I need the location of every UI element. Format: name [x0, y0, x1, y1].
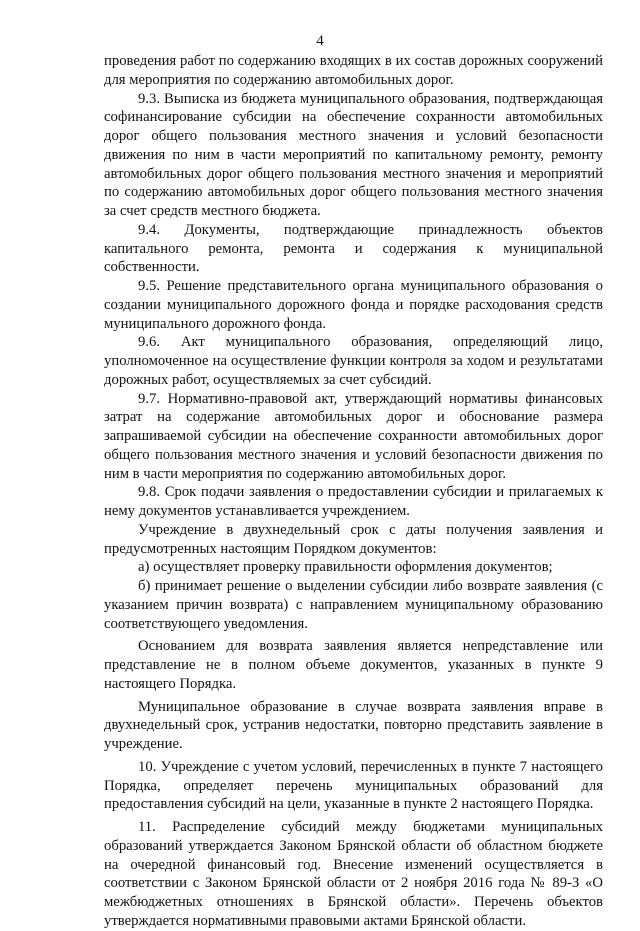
paragraph-return-grounds: Основанием для возврата заявления является непредставление или представление не в полном объеме документов, указанных в пункте 9 настоящего Порядка.: [104, 638, 603, 692]
page-number: 4: [316, 33, 324, 49]
paragraph-9-7: 9.7. Нормативно-правовой акт, утверждающий нормативы финансовых затрат на содержание автомобильных дорог и обоснование размера запрашиваемой субсидии на обеспечение сохранности автомобильных дорог общего пользования местного значения и условий безопасности движения по ним в части мероприятия по содержанию автомобильных дорог.: [104, 390, 603, 482]
paragraph-intro-continuation: проведения работ по содержанию входящих в их состав дорожных сооружений для мероприятия по содержанию автомобильных дорог.: [104, 53, 603, 88]
document-body: [104, 52, 603, 931]
paragraph-9-8: 9.8. Срок подачи заявления о предоставлении субсидии и прилагаемых к нему документов устанавливается учреждением.: [104, 484, 603, 519]
paragraph-9-5: 9.5. Решение представительного органа муниципального образования о создании муниципального дорожного фонда и порядке расходования средств муниципального дорожного фонда.: [104, 278, 603, 332]
paragraph-institution-checks: Учреждение в двухнедельный срок с даты получения заявления и предусмотренных настоящим Порядком документов:: [104, 521, 603, 557]
paragraph-item-a: а) осуществляет проверку правильности оформления документов;: [138, 559, 553, 576]
paragraph-9-4: 9.4. Документы, подтверждающие принадлежность объектов капитального ремонта, ремонта и содержания к муниципальной собственности.: [104, 221, 603, 276]
paragraph-resubmission: Муниципальное образование в случае возврата заявления вправе в двухнедельный срок, устранив недостатки, повторно представить заявление в учреждение.: [104, 698, 603, 752]
paragraph-item-b: б) принимает решение о выделении субсидии либо возврате заявления (с указанием причин возврата) с направлением муниципальному образованию соответствующего уведомления.: [104, 578, 603, 632]
paragraph-9-6: 9.6. Акт муниципального образования, определяющий лицо, уполномоченное на осуществление функции контроля за ходом и результатами дорожных работ, осуществляемых за счет субсидий.: [104, 334, 603, 388]
paragraph-9-3: 9.3. Выписка из бюджета муниципального образования, подтверждающая софинансирование субсидии на обеспечение сохранности автомобильных дорог общего пользования местного значения и условий безопасности движения по ним в части мероприятий по капитальному ремонту, ремонту автомобильных дорог общего пользования местного значения и мероприятий по содержанию автомобильных дорог общего пользования местного значения за счет средств местного бюджета.: [104, 90, 603, 219]
paragraph-10: 10. Учреждение с учетом условий, перечисленных в пункте 7 настоящего Порядка, определяет перечень муниципальных образований для предоставления субсидий на цели, указанные в пункте 2 настоящего Порядка.: [104, 758, 603, 813]
paragraph-11: 11. Распределение субсидий между бюджетами муниципальных образований утверждается Законом Брянской области об областном бюджете на очередной финансовый год. Внесение изменений осуществляется в соответствии с Законом Брянской области от 2 ноября 2016 года № 89-З «О межбюджетных отношениях в Брянской области». Перечень объектов утверждается нормативными правовыми актами Брянской области.: [104, 819, 603, 929]
